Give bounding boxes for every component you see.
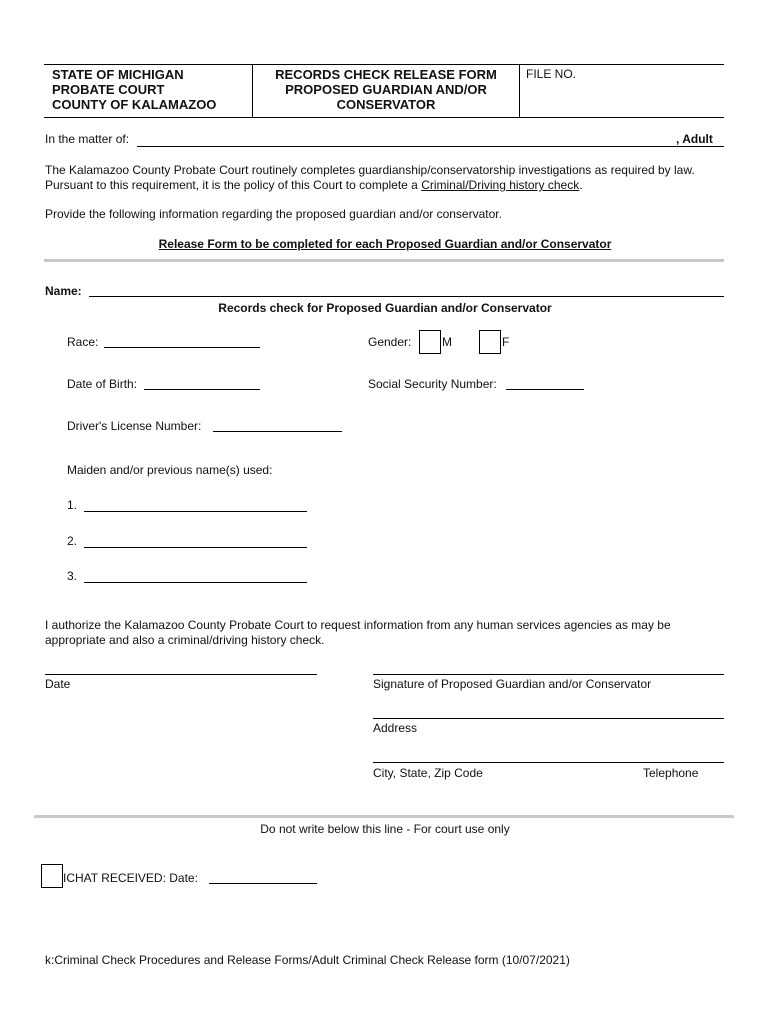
dob-label: Date of Birth: [67, 377, 138, 391]
maiden-name-3-field[interactable] [84, 582, 307, 583]
section-title: Records check for Proposed Guardian and/or Conservator [218, 301, 552, 315]
matter-name-field[interactable] [137, 146, 677, 147]
date-label: Date [45, 677, 71, 691]
footer-path: k:Criminal Check Procedures and Release Forms/Adult Criminal Check Release form (10/07/2021) [45, 953, 570, 967]
authorization-text: I authorize the Kalamazoo County Probate Court to request information from any human services agencies as may be appropriate and also a criminal/driving history check. [45, 618, 671, 647]
court-line-3: COUNTY OF KALAMAZOO [52, 97, 217, 112]
city-state-zip-field[interactable] [373, 762, 724, 763]
maiden-item-1-label: 1. [67, 498, 78, 512]
matter-suffix-line [676, 146, 724, 147]
gender-m-checkbox[interactable] [419, 330, 441, 354]
criminal-history-link: Criminal/Driving history check [421, 178, 580, 192]
city-state-zip-label: City, State, Zip Code [373, 766, 483, 780]
ichat-date-field[interactable] [209, 883, 317, 884]
court-name [52, 67, 216, 119]
intro-paragraph [45, 163, 725, 193]
intro-text: The Kalamazoo County Probate Court routinely completes guardianship/conservatorship investigations as required by law. Pursuant to this requirement, it is the policy of this Court to complete a [45, 163, 695, 192]
maiden-item-2-label: 2. [67, 534, 78, 548]
header-box [44, 64, 724, 118]
divider-court-use [34, 815, 734, 818]
telephone-label: Telephone [643, 766, 699, 780]
address-field[interactable] [373, 718, 724, 719]
file-no-label: FILE NO. [526, 67, 577, 81]
provide-info-text: Provide the following information regarding the proposed guardian and/or conservator. [45, 207, 502, 221]
date-field[interactable] [45, 674, 317, 675]
court-use-note: Do not write below this line - For court use only [260, 822, 510, 836]
dob-field[interactable] [144, 389, 260, 390]
gender-f-label: F [502, 335, 510, 349]
form-title [253, 65, 519, 112]
name-label: Name: [45, 284, 82, 298]
gender-label: Gender: [368, 335, 412, 349]
dl-label: Driver's License Number: [67, 419, 202, 433]
address-label: Address [373, 721, 418, 735]
maiden-name-2-field[interactable] [84, 547, 307, 548]
signature-label: Signature of Proposed Guardian and/or Conservator [373, 677, 652, 691]
matter-label: In the matter of: [45, 132, 130, 146]
form-title-cell [252, 65, 520, 117]
gender-m-label: M [442, 335, 452, 349]
ssn-label: Social Security Number: [368, 377, 497, 391]
ichat-checkbox[interactable] [41, 864, 63, 888]
form-title-line-2: PROPOSED GUARDIAN AND/OR [285, 82, 487, 97]
race-label: Race: [67, 335, 99, 349]
release-heading: Release Form to be completed for each Proposed Guardian and/or Conservator [158, 237, 612, 251]
form-title-line-1: RECORDS CHECK RELEASE FORM [275, 67, 497, 82]
maiden-label: Maiden and/or previous name(s) used: [67, 463, 273, 477]
signature-field[interactable] [373, 674, 724, 675]
race-field[interactable] [104, 347, 260, 348]
divider-top [44, 259, 724, 262]
maiden-item-3-label: 3. [67, 569, 78, 583]
gender-f-checkbox[interactable] [479, 330, 501, 354]
court-line-1: STATE OF MICHIGAN [52, 67, 184, 82]
maiden-name-1-field[interactable] [84, 511, 307, 512]
ichat-label: ICHAT RECEIVED: Date: [63, 871, 198, 885]
name-field[interactable] [89, 296, 724, 297]
intro-end: . [579, 178, 583, 192]
dl-field[interactable] [213, 431, 342, 432]
court-line-2: PROBATE COURT [52, 82, 165, 97]
matter-adult-suffix: , Adult [676, 132, 713, 146]
ssn-field[interactable] [506, 389, 584, 390]
form-title-line-3: CONSERVATOR [336, 97, 436, 112]
